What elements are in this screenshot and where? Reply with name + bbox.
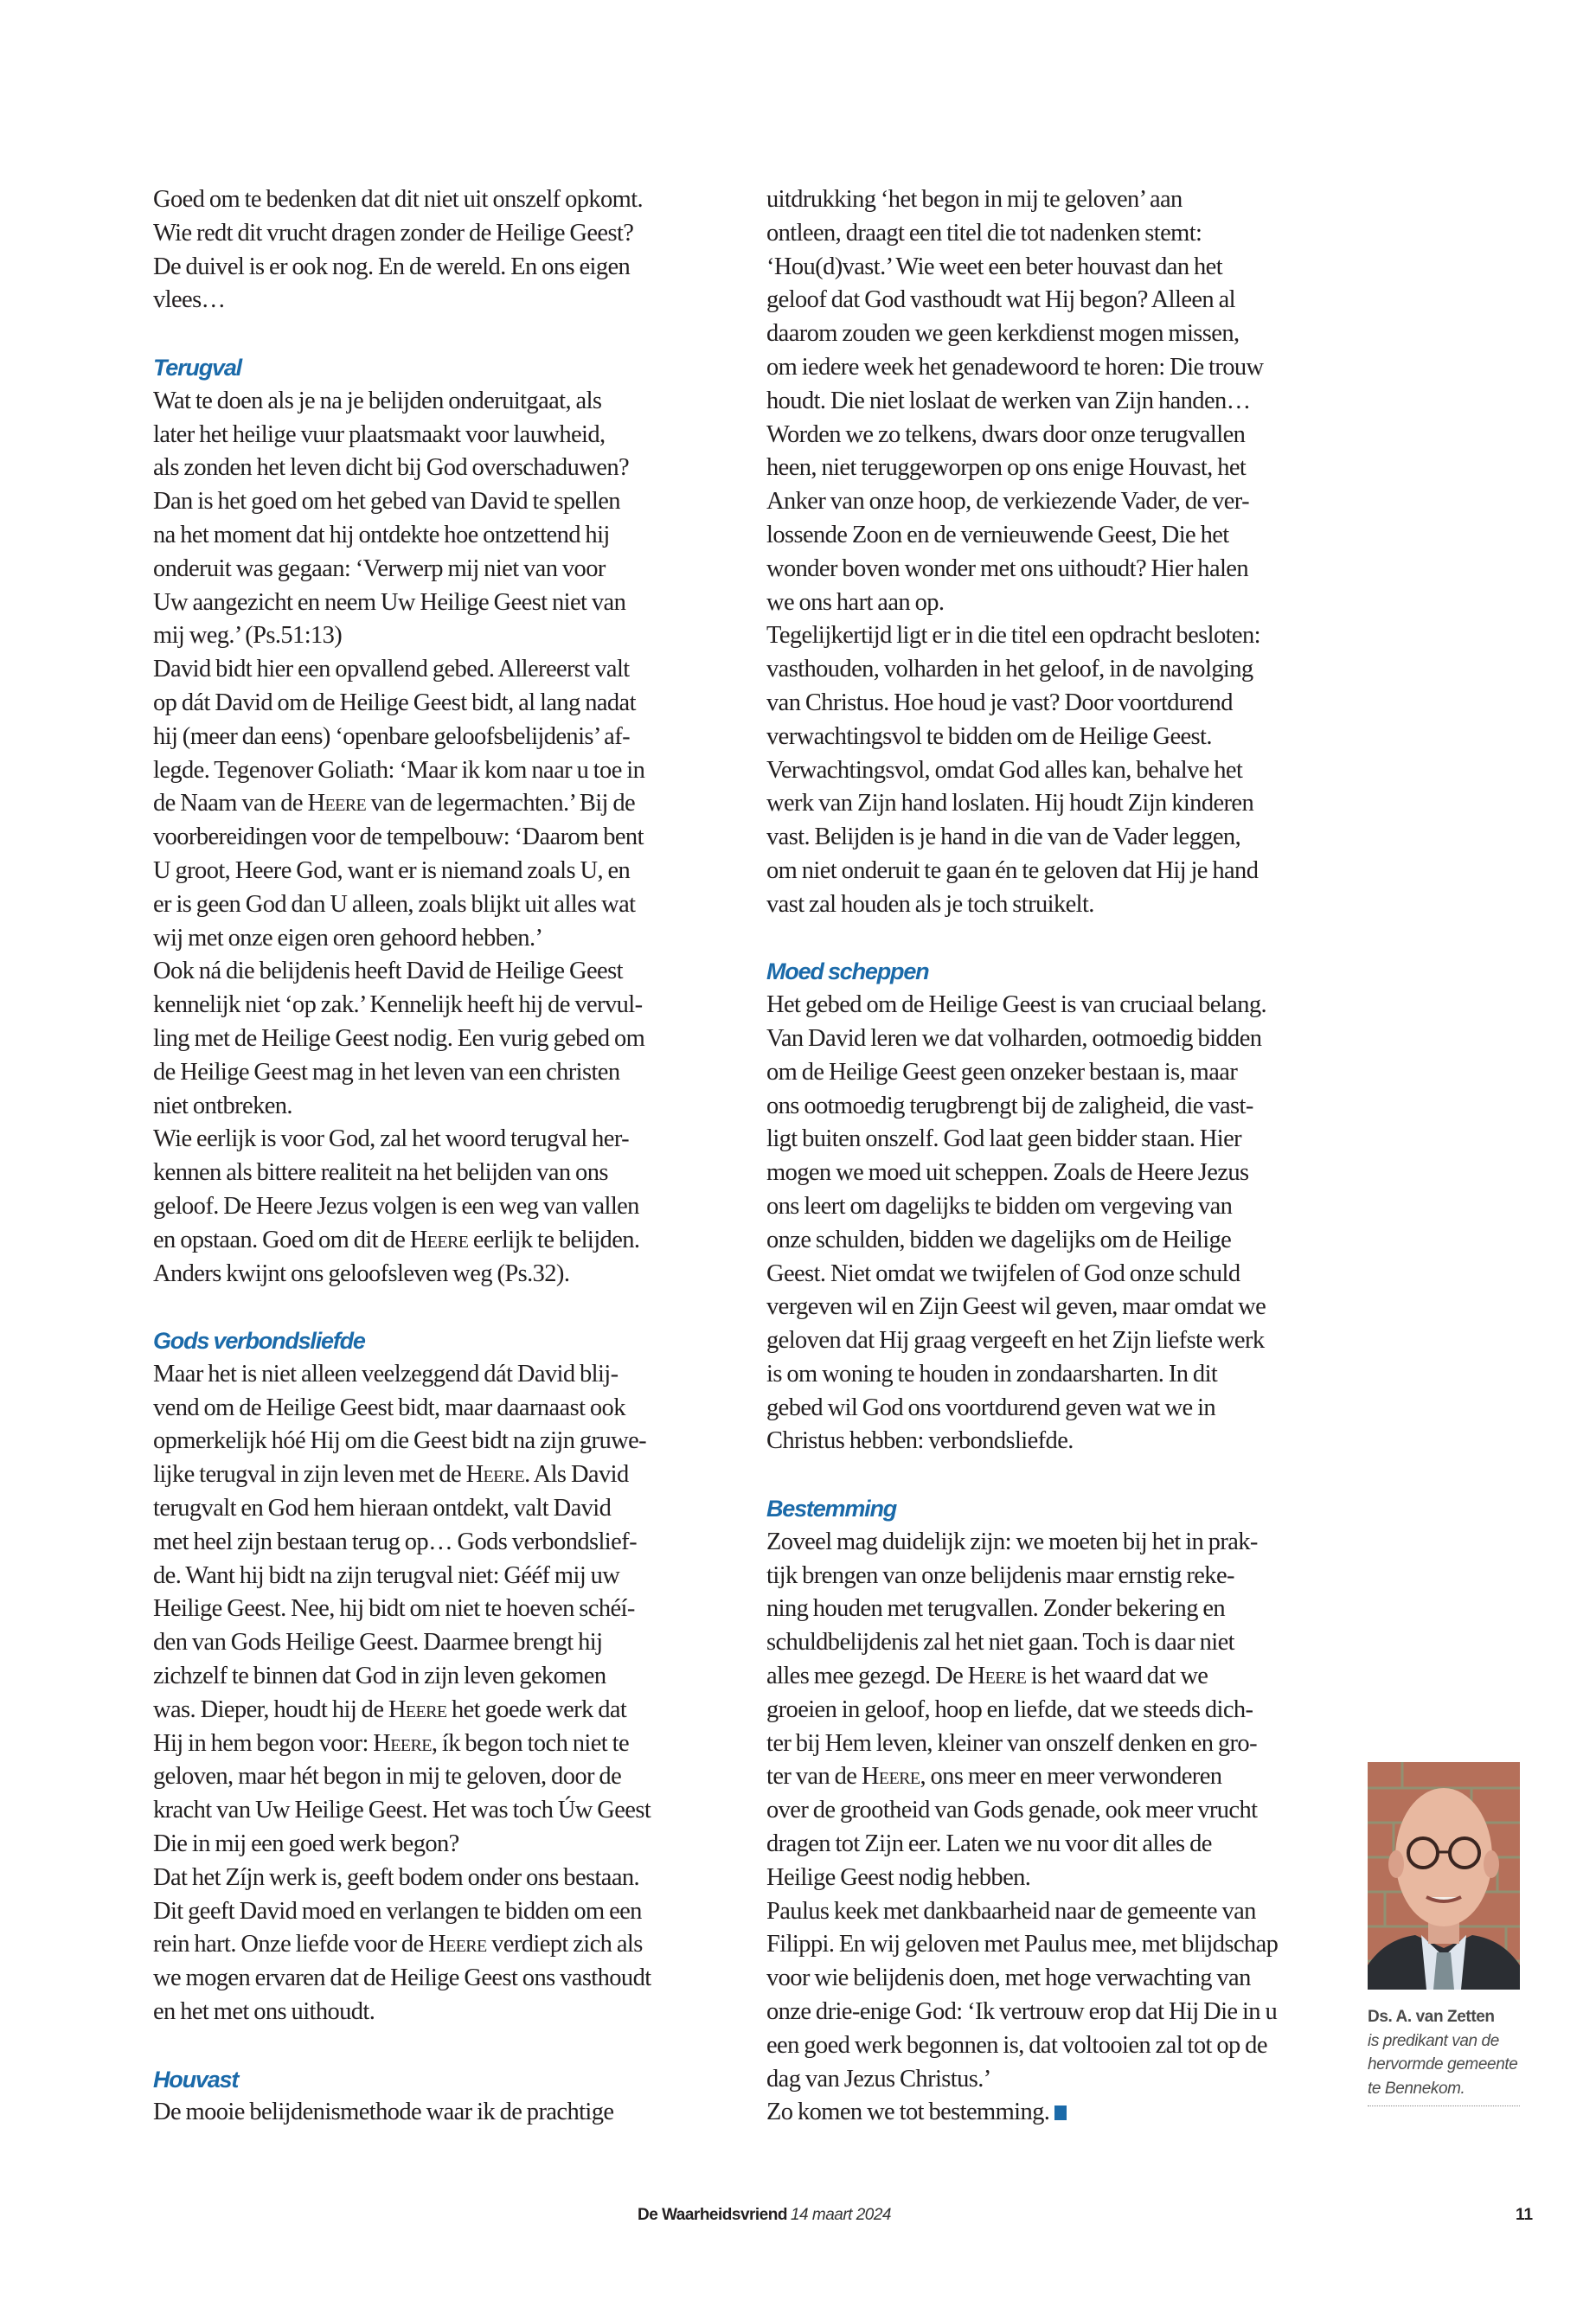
body-text-line: Goed om te bedenken dat dit niet uit onszelf opkomt. bbox=[153, 186, 644, 213]
body-text-line: om iedere week het genadewoord te horen: Die trouw bbox=[766, 353, 1264, 381]
body-text-line: ligt buiten onszelf. God laat geen bidder staan. Hier bbox=[766, 1125, 1242, 1153]
body-text-line: Dit geeft David moed en verlangen te bidden om een bbox=[153, 1897, 642, 1925]
section-heading: Bestemming bbox=[766, 1496, 897, 1522]
body-text-line: werk van Zijn hand loslaten. Hij houdt Zijn kinderen bbox=[766, 790, 1254, 817]
body-text-line: geloof dat God vasthoudt wat Hij begon? Alleen al bbox=[766, 286, 1235, 314]
body-text-line: Worden we zo telkens, dwars door onze terugvallen bbox=[766, 420, 1246, 448]
body-text-line: Tegelijkertijd ligt er in die titel een opdracht besloten: bbox=[766, 622, 1260, 650]
body-text-line: onderuit was gegaan: ‘Verwerp mij niet van voor bbox=[153, 554, 606, 582]
body-text-line: we ons hart aan op. bbox=[766, 588, 945, 616]
body-text-line: lijke terugval in zijn leven met de Heere. Als David bbox=[153, 1461, 629, 1489]
portrait-photo-icon bbox=[1368, 1762, 1520, 1990]
body-text-line: lossende Zoon en de vernieuwende Geest, Die het bbox=[766, 521, 1229, 548]
page-number: 11 bbox=[1516, 2206, 1534, 2224]
body-text-line: kennen als bittere realiteit na het belijden van ons bbox=[153, 1159, 608, 1187]
body-text-line: Hij in hem begon voor: Heere, ík begon toch niet te bbox=[153, 1729, 630, 1757]
body-text-line: Christus hebben: verbondsliefde. bbox=[766, 1427, 1074, 1455]
small-caps-lord: Heere bbox=[409, 1226, 469, 1253]
paragraph-gap bbox=[766, 1458, 1363, 1492]
body-text-line: den van Gods Heilige Geest. Daarmee brengt hij bbox=[153, 1629, 603, 1657]
body-text-line: vast zal houden als je toch struikelt. bbox=[766, 890, 1094, 918]
body-text-line: zichzelf te binnen dat God in zijn leven gekomen bbox=[153, 1663, 606, 1690]
small-caps-lord: Heere bbox=[861, 1763, 920, 1791]
body-text-line: kennelijk niet ‘op zak.’ Kennelijk heeft hij de vervul- bbox=[153, 991, 643, 1019]
body-text-line: gebed wil God ons voortdurend geven wat we in bbox=[766, 1394, 1216, 1421]
body-text-line: Ook ná die belijdenis heeft David de Heilige Geest bbox=[153, 958, 623, 985]
body-text-line: vasthouden, volharden in het geloof, in de navolging bbox=[766, 656, 1253, 683]
body-text-line: Anker van onze hoop, de verkiezende Vader, de ver- bbox=[766, 488, 1249, 516]
body-text-line: Wie redt dit vrucht dragen zonder de Heilige Geest? bbox=[153, 219, 634, 247]
body-text-line: daarom zouden we geen kerkdienst mogen missen, bbox=[766, 320, 1240, 348]
body-text-line: onze schulden, bidden we dagelijks om de Heilige bbox=[766, 1226, 1232, 1253]
body-text-line: terugvalt en God hem hieraan ontdekt, valt David bbox=[153, 1495, 612, 1522]
section-heading: Terugval bbox=[153, 354, 241, 381]
body-text-line: Verwachtingsvol, omdat God alles kan, behalve het bbox=[766, 756, 1243, 784]
body-text-line: mij weg.’ (Ps.51:13) bbox=[153, 622, 343, 650]
body-text-line: kracht van Uw Heilige Geest. Het was toch Úw Geest bbox=[153, 1797, 651, 1824]
body-text-line: heen, niet teruggeworpen op ons enige Houvast, het bbox=[766, 454, 1247, 482]
footer-publication bbox=[638, 2206, 891, 2225]
small-caps-lord: Heere bbox=[307, 790, 367, 817]
body-text-line: geloof. De Heere Jezus volgen is een weg van vallen bbox=[153, 1192, 639, 1220]
body-text-line: schuldbelijdenis zal het niet gaan. Toch is daar niet bbox=[766, 1629, 1234, 1657]
small-caps-lord: Heere bbox=[428, 1931, 487, 1958]
paragraph-gap bbox=[153, 1291, 733, 1324]
body-text-line: alles mee gezegd. De Heere is het waard dat we bbox=[766, 1663, 1208, 1690]
body-text-line: Die in mij een goed werk begon? bbox=[153, 1830, 459, 1858]
body-text-line: U groot, Heere God, want er is niemand zoals U, en bbox=[153, 856, 631, 884]
body-text-line: vlees… bbox=[153, 286, 226, 314]
small-caps-lord: Heere bbox=[373, 1729, 432, 1757]
body-text-line: Wie eerlijk is voor God, zal het woord terugval her- bbox=[153, 1125, 630, 1153]
body-text-line: van Christus. Hoe houd je vast? Door voortdurend bbox=[766, 689, 1233, 716]
body-text-line: op dát David om de Heilige Geest bidt, al lang nadat bbox=[153, 689, 636, 716]
body-text-line: als zonden het leven dicht bij God overschaduwen? bbox=[153, 454, 630, 482]
body-text-line: ning houden met terugvallen. Zonder bekering en bbox=[766, 1595, 1226, 1623]
paragraph-gap bbox=[766, 922, 1363, 956]
body-text-line: de Naam van de Heere van de legermachten.’ Bij de bbox=[153, 790, 636, 817]
body-text-line: vast. Belijden is je hand in die van de Vader leggen, bbox=[766, 824, 1241, 851]
author-name: Ds. A. van Zetten bbox=[1368, 2008, 1495, 2026]
body-text-line: we mogen ervaren dat de Heilige Geest ons vasthoudt bbox=[153, 1965, 651, 1992]
body-text-line: er is geen God dan U alleen, zoals blijkt uit alles wat bbox=[153, 890, 636, 918]
paragraph-gap bbox=[153, 2029, 733, 2063]
body-text-line: met heel zijn bestaan terug op… Gods verbondslief- bbox=[153, 1528, 637, 1555]
right-text-column bbox=[766, 183, 1363, 2130]
body-text-line: wij met onze eigen oren gehoord hebben.’ bbox=[153, 924, 543, 952]
body-text-line: Van David leren we dat volharden, ootmoedig bidden bbox=[766, 1024, 1262, 1052]
body-text-line: groeien in geloof, hoop en liefde, dat we steeds dich- bbox=[766, 1695, 1253, 1723]
body-text-line: Paulus keek met dankbaarheid naar de gemeente van bbox=[766, 1897, 1256, 1925]
body-text-line: hij (meer dan eens) ‘openbare geloofsbelijdenis’ af- bbox=[153, 722, 631, 750]
paragraph-gap bbox=[153, 317, 733, 351]
body-text-line: De mooie belijdenismethode waar ik de prachtige bbox=[153, 2099, 614, 2126]
body-text-line: geloven dat Hij graag vergeeft en het Zijn liefste werk bbox=[766, 1327, 1265, 1355]
body-text-line: verwachtingsvol te bidden om de Heilige Geest. bbox=[766, 722, 1212, 750]
body-text-line: Uw aangezicht en neem Uw Heilige Geest niet van bbox=[153, 588, 626, 616]
body-text-line: ‘Hou(d)vast.’ Wie weet een beter houvast dan het bbox=[766, 253, 1223, 280]
body-text-line: ontleen, draagt een titel die tot nadenken stemt: bbox=[766, 219, 1202, 247]
body-text-line: Dan is het goed om het gebed van David te spellen bbox=[153, 488, 620, 516]
body-text-line: ter van de Heere, ons meer en meer verwonderen bbox=[766, 1763, 1222, 1791]
publication-name: De Waarheidsvriend bbox=[638, 2206, 787, 2224]
body-text-line: ling met de Heilige Geest nodig. Een vurig gebed om bbox=[153, 1024, 645, 1052]
body-text-line: voor wie belijdenis doen, met hoge verwachting van bbox=[766, 1965, 1251, 1992]
body-text-line: dragen tot Zijn eer. Laten we nu voor dit alles de bbox=[766, 1830, 1212, 1858]
section-heading: Houvast bbox=[153, 2066, 239, 2093]
body-text-line: Het gebed om de Heilige Geest is van cruciaal belang. bbox=[766, 991, 1267, 1019]
body-text-line: Maar het is niet alleen veelzeggend dát David blij- bbox=[153, 1360, 619, 1388]
body-text-line: rein hart. Onze liefde voor de Heere verdiept zich als bbox=[153, 1931, 643, 1958]
body-text-line: mogen we moed uit scheppen. Zoals de Heere Jezus bbox=[766, 1159, 1249, 1187]
body-text-line: dag van Jezus Christus.’ bbox=[766, 2065, 991, 2093]
body-text-line: Anders kwijnt ons geloofsleven weg (Ps.32). bbox=[153, 1259, 570, 1287]
body-text-line: ons ootmoedig terugbrengt bij de zaligheid, die vast- bbox=[766, 1092, 1253, 1119]
author-role-line: is predikant van de bbox=[1368, 2031, 1499, 2050]
body-text-line: Zo komen we tot bestemming. bbox=[766, 2096, 1363, 2130]
body-text-line: Filippi. En wij geloven met Paulus mee, met blijdschap bbox=[766, 1931, 1279, 1958]
end-of-article-square-icon bbox=[1054, 2106, 1067, 2120]
body-text-line: opmerkelijk hóé Hij om die Geest bidt na zijn gruwe- bbox=[153, 1427, 647, 1455]
body-text-line: de Heilige Geest mag in het leven van een christen bbox=[153, 1058, 620, 1086]
body-text-line: na het moment dat hij ontdekte hoe ontzettend hij bbox=[153, 521, 610, 548]
left-text-column bbox=[153, 183, 733, 2130]
body-text-line: tijk brengen van onze belijdenis maar ernstig reke- bbox=[766, 1561, 1234, 1589]
author-role-line: hervormde gemeente bbox=[1368, 2055, 1518, 2073]
publication-date: 14 maart 2024 bbox=[790, 2206, 891, 2224]
body-text-line: de. Want hij bidt na zijn terugval niet: Gééf mij uw bbox=[153, 1561, 620, 1589]
body-text-line: Wat te doen als je na je belijden onderuitgaat, als bbox=[153, 387, 602, 414]
body-text-line: vergeven wil en Zijn Geest wil geven, maar omdat we bbox=[766, 1293, 1266, 1321]
body-text-line: houdt. Die niet loslaat de werken van Zijn handen… bbox=[766, 387, 1251, 414]
body-text-line: ons leert om dagelijks te bidden om vergeving van bbox=[766, 1192, 1233, 1220]
section-heading: Gods verbondsliefde bbox=[153, 1328, 365, 1355]
body-text-line: een goed werk begonnen is, dat voltooien zal tot op de bbox=[766, 2031, 1267, 2059]
small-caps-lord: Heere bbox=[465, 1461, 525, 1489]
body-text-line: over de grootheid van Gods genade, ook meer vrucht bbox=[766, 1797, 1258, 1824]
author-role-line: te Bennekom. bbox=[1368, 2079, 1465, 2098]
body-text-line: geloven, maar hét begon in mij te geloven, door de bbox=[153, 1763, 622, 1791]
body-text-line: Heilige Geest. Nee, hij bidt om niet te hoeven schéí- bbox=[153, 1595, 635, 1623]
author-caption bbox=[1368, 2005, 1523, 2106]
body-text-line: ter bij Hem leven, kleiner van onszelf denken en gro- bbox=[766, 1729, 1257, 1757]
body-text-line: niet ontbreken. bbox=[153, 1092, 292, 1119]
body-text-line: legde. Tegenover Goliath: ‘Maar ik kom naar u toe in bbox=[153, 756, 645, 784]
body-text-line: voorbereidingen voor de tempelbouw: ‘Daarom bent bbox=[153, 824, 644, 851]
small-caps-lord: Heere bbox=[388, 1695, 447, 1723]
body-text-line: was. Dieper, houdt hij de Heere het goede werk dat bbox=[153, 1695, 627, 1723]
body-text-line: Heilige Geest nodig hebben. bbox=[766, 1863, 1031, 1891]
body-text-line: is om woning te houden in zondaarsharten. In dit bbox=[766, 1360, 1218, 1388]
section-heading: Moed scheppen bbox=[766, 958, 929, 985]
body-text-line: onze drie-enige God: ‘Ik vertrouw erop dat Hij Die in u bbox=[766, 1998, 1278, 2026]
body-text-line: en opstaan. Goed om dit de Heere eerlijk te belijden. bbox=[153, 1226, 640, 1253]
body-text-line: Dat het Zíjn werk is, geeft bodem onder ons bestaan. bbox=[153, 1863, 640, 1891]
body-text-line: Geest. Niet omdat we twijfelen of God onze schuld bbox=[766, 1259, 1240, 1287]
body-text-line: om niet onderuit te gaan én te geloven dat Hij je hand bbox=[766, 856, 1259, 884]
small-caps-lord: Heere bbox=[967, 1663, 1027, 1690]
body-text-line: om de Heilige Geest geen onzeker bestaan is, maar bbox=[766, 1058, 1238, 1086]
body-text-line: David bidt hier een opvallend gebed. Allereerst valt bbox=[153, 656, 630, 683]
body-text-line: vend om de Heilige Geest bidt, maar daarnaast ook bbox=[153, 1394, 625, 1421]
body-text-line: wonder boven wonder met ons uithoudt? Hier halen bbox=[766, 554, 1249, 582]
author-photo bbox=[1368, 1762, 1520, 1990]
body-text-line: uitdrukking ‘het begon in mij te geloven’ aan bbox=[766, 186, 1183, 213]
body-text-line: Zoveel mag duidelijk zijn: we moeten bij het in prak- bbox=[766, 1528, 1258, 1555]
body-text-line: De duivel is er ook nog. En de wereld. En ons eigen bbox=[153, 253, 631, 280]
body-text-line: later het heilige vuur plaatsmaakt voor lauwheid, bbox=[153, 420, 606, 448]
body-text-line: en het met ons uithoudt. bbox=[153, 1998, 375, 2026]
